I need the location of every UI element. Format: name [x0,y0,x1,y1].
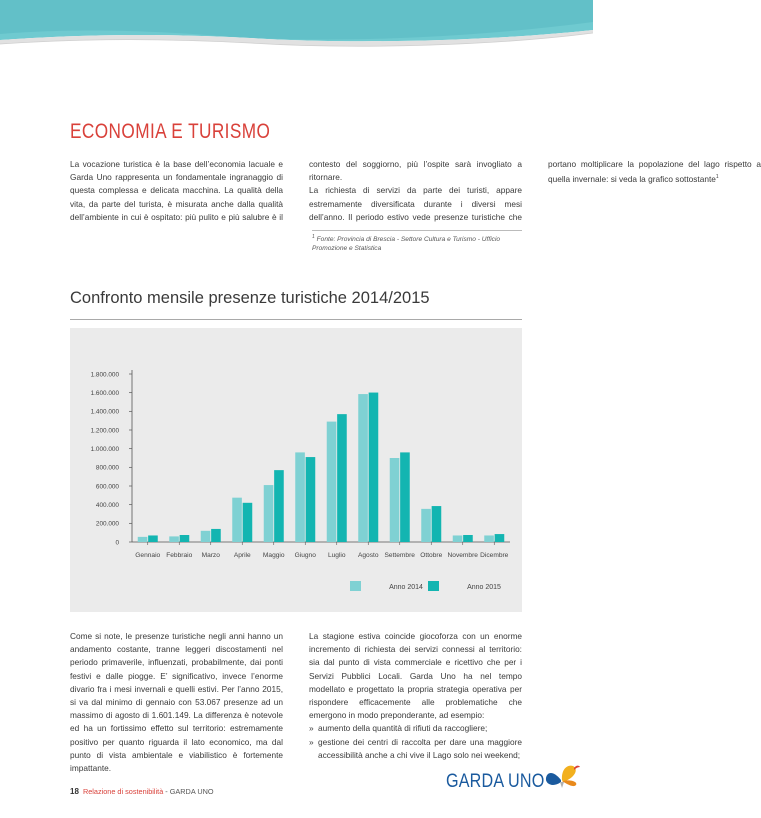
legend-label-2015: Anno 2015 [467,584,501,591]
bullet-item: » gestione dei centri di raccolta per dare una maggiore accessibilità anche a chi vive il Lago solo nei weekend; [309,736,522,762]
x-tick-label: Giugno [294,552,316,559]
y-tick-label: 1.800.000 [90,371,119,379]
legend-swatch-2015 [428,581,439,591]
x-tick-label: Ottobre [420,552,443,559]
y-tick-label: 1.200.000 [90,427,119,435]
legend-swatch-2014 [350,581,361,591]
logo-text: GARDA UNO [446,771,545,792]
y-tick-label: 200.000 [95,520,119,528]
y-tick-label: 800.000 [95,464,119,472]
x-tick-label: Novembre [447,552,478,559]
bar-ottobre-2014 [421,509,431,542]
butterfly-logo-icon [543,762,583,794]
footnote-reference: 1 [715,174,719,181]
bar-marzo-2015 [211,529,221,542]
bar-gennaio-2015 [148,535,158,542]
bar-novembre-2015 [463,535,473,542]
bar-gennaio-2014 [138,537,148,542]
intro-paragraph-2: La richiesta di servizi da parte dei turisti, appare estremamente diversificata durante i diversi mesi dell’anno. Il periodo estivo vede presenze turistiche che portano moltiplicare la popolazione del lago rispetto a quella invernale: si veda la grafico sottostante$^1$ [309,159,761,222]
bar-luglio-2015 [337,414,347,542]
body-right-text: La stagione estiva coincide giocoforza con un enorme incremento di richiesta dei servizi connessi al territorio: sia dal punto di vista commerciale e ricettivo che per i Servizi Pubblici Locali. Garda Uno ha nel tempo modellato e progettato la propria strategia operativa per rispondere efficacemente alle problematiche che emergono in modo preponderante, ad esempio: [309,631,522,721]
footnote [312,233,524,253]
y-tick-label: 1.400.000 [90,408,119,416]
bar-agosto-2015 [369,393,379,542]
x-tick-label: Gennaio [135,552,161,559]
bar-settembre-2015 [400,452,410,542]
section-title: ECONOMIA E TURISMO [70,120,271,143]
bar-dicembre-2015 [495,534,505,542]
y-tick-label: 0 [115,539,119,547]
bar-marzo-2014 [201,531,211,542]
bar-chart [70,328,522,612]
y-tick-label: 600.000 [95,483,119,491]
bar-maggio-2015 [274,470,284,542]
bar-luglio-2014 [327,422,337,542]
bar-aprile-2015 [243,503,253,542]
page-footer [70,787,214,796]
footnote-divider [312,230,522,231]
legend-label-2014: Anno 2014 [389,584,423,591]
x-tick-label: Settembre [384,552,415,559]
bullet-list [309,722,522,762]
bar-giugno-2015 [306,457,316,542]
y-tick-label: 1.000.000 [90,445,119,453]
footnote-mark: 1 [312,234,315,240]
footnote-text: Fonte: Provincia di Brescia - Settore Cultura e Turismo - Ufficio Promozione e Statistica [312,236,501,253]
bar-novembre-2014 [453,535,463,542]
x-tick-label: Luglio [327,552,346,559]
bar-dicembre-2014 [484,535,494,542]
footer-title: Relazione di sostenibilità [82,787,164,796]
y-tick-label: 400.000 [95,501,119,509]
bar-febbraio-2015 [180,535,190,542]
chart-title-divider [70,319,522,320]
bar-ottobre-2015 [432,506,442,542]
body-left-text: Come si note, le presenze turistiche negli anni hanno un andamento costante, tranne leggeri discostamenti nel periodo primaverile, influenzati, probabilmente, dai ponti festivi e dalle piogge. E’ significativo, invece l’enorme divario fra i mesi invernali e quelli estivi. Per l’anno 2015, si va dal minimo di gennaio con 53.067 presenze ad un massimo di agosto di 1.601.149. La differenza è notevole ed ha un fortissimo effetto sul territorio: estremamente positivo per quanto riguarda il lato economico, ma dal punto di vista ambientale e viabilistico è fortemente impattante. [70,631,283,774]
x-tick-label: Dicembre [480,552,509,559]
y-tick-label: 1.600.000 [90,389,119,397]
bar-aprile-2014 [232,498,242,542]
header-wave-band [0,0,593,60]
x-tick-label: Aprile [233,552,251,559]
intro-paragraph-1: La vocazione turistica è la base dell’economia lacuale e Garda Uno rappresenta un fondamentale ingranaggio di questa complessa e delicata macchina. La qualità della vita, da parte del turista, è misurata anche dalla qualità dell’ambiente in cui è ospitato: più pulito e più salubre è il contesto del soggiorno, più l’ospite sarà invogliato a ritornare. [70,159,522,222]
x-tick-label: Febbraio [166,552,193,559]
x-tick-label: Maggio [262,552,285,559]
bar-maggio-2014 [264,485,274,542]
footer-org: GARDA UNO [169,787,214,796]
x-tick-label: Agosto [357,552,379,559]
body-right-column [309,630,522,762]
bar-settembre-2014 [390,458,400,542]
bar-febbraio-2014 [169,536,179,542]
footer-separator: - [163,787,170,796]
bullet-item: » aumento della quantità di rifiuti da raccogliere; [309,722,522,735]
bar-chart-svg [70,328,522,612]
page-number: 18 [70,787,79,796]
x-tick-label: Marzo [201,552,220,559]
chart-title: Confronto mensile presenze turistiche 2014/2015 [70,289,430,307]
bar-giugno-2014 [295,452,305,542]
bar-agosto-2014 [358,394,368,542]
